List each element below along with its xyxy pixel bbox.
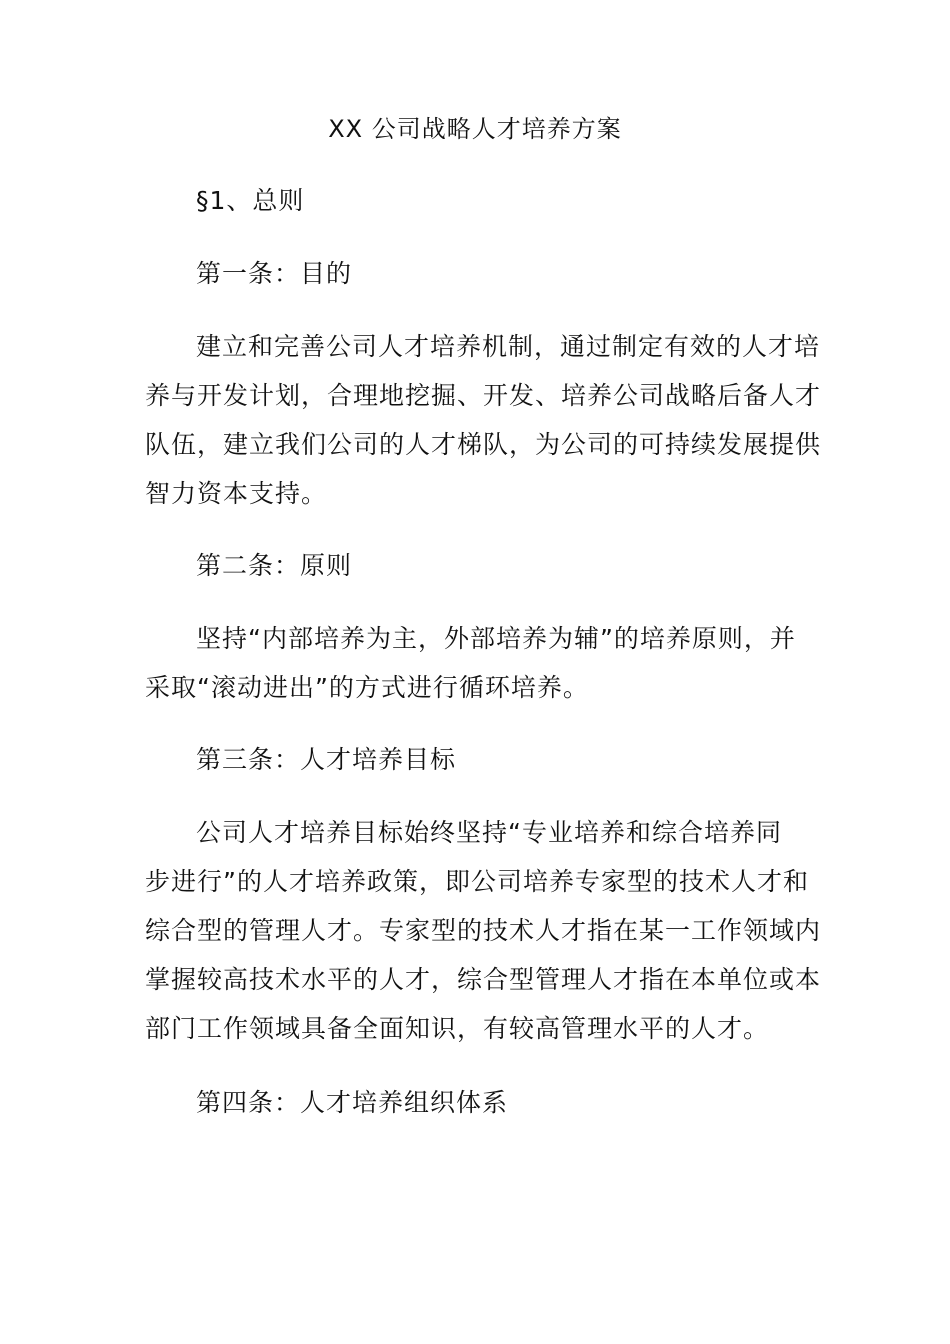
article-1-heading: 第一条：目的 (196, 259, 353, 288)
article-1-line-4: 智力资本支持。 (145, 479, 328, 508)
article-2-heading: 第二条：原则 (196, 551, 353, 580)
article-3-line-5: 部门工作领域具备全面知识，有较高管理水平的人才。 (145, 1014, 770, 1043)
article-1-line-1: 建立和完善公司人才培养机制，通过制定有效的人才培 (196, 332, 821, 361)
article-3-line-3: 综合型的管理人才。专家型的技术人才指在某一工作领域内 (145, 916, 822, 945)
article-4-heading: 第四条：人才培养组织体系 (196, 1088, 509, 1117)
article-3-line-1: 公司人才培养目标始终坚持“专业培养和综合培养同 (196, 818, 782, 847)
article-3-heading: 第三条：人才培养目标 (196, 745, 457, 774)
document-title: XX 公司战略人才培养方案 (328, 115, 622, 143)
article-1-line-3: 队伍，建立我们公司的人才梯队，为公司的可持续发展提供 (145, 430, 822, 459)
article-1-line-2: 养与开发计划，合理地挖掘、开发、培养公司战略后备人才 (145, 381, 822, 410)
section-heading: §1、总则 (196, 186, 305, 215)
article-2-line-2: 采取“滚动进出”的方式进行循环培养。 (145, 673, 589, 702)
article-3-line-4: 掌握较高技术水平的人才，综合型管理人才指在本单位或本 (145, 965, 822, 994)
article-3-line-2: 步进行”的人才培养政策，即公司培养专家型的技术人才和 (145, 867, 809, 896)
article-2-line-1: 坚持“内部培养为主，外部培养为辅”的培养原则，并 (196, 624, 796, 653)
